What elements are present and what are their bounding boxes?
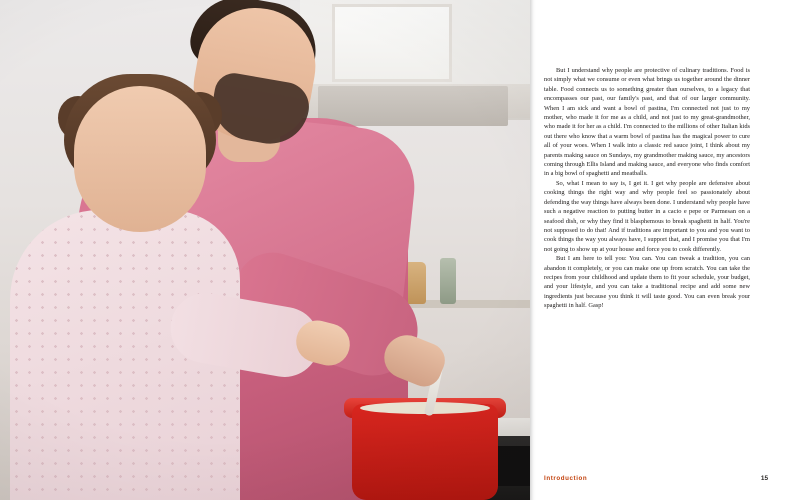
paragraph: So, what I mean to say is, I get it. I get why people are defensive about cooking things the right way and why people feel so passionately about defending the way things have always been done. I understand why people have such a negative reaction to putting butter in a cacio e pepe or Parmesan on a seafood dish, or why they find it blasphemous to break spaghetti in half. You're not supposed to do that! And if traditions are important to you and you want to cook things the way you always have, I support that, and I promise you that I'm not going to show up at your house and force you to cook differently. [544, 179, 750, 253]
paragraph: But I am here to tell you: You can. You can tweak a tradition, you can abandon it completely, or you can make one up from scratch. You can take the recipes from your childhood and update them to fit your schedule, your budget, and your lifestyle, and you can take a traditional recipe and add some new ingredients just because you think it will taste good. You can even break your spaghetti in half. Gasp! [544, 255, 750, 310]
running-head: Introduction [544, 475, 588, 482]
right-page-text [530, 0, 800, 500]
body-text [544, 66, 750, 311]
paragraph: But I understand why people are protective of culinary traditions. Food is not simply what we consume or even what brings us together around the dinner table. Food connects us to something greater than ourselves, to a legacy that encompasses our past, our family's past, and that of our larger community. When I am sick and want a bowl of pastina, I'm connected not just to my mother, who made it for me as a child, and not just to my great-grandmother, who made it for her as a child. I'm connected to the millions of other Italian kids out there who know that a warm bowl of pastina has the magical power to cure all of your woes. When I walk into a classic red sauce joint, I think about my parents making sauce on Sundays, my grandmother making sauce, my ancestors coming through Ellis Island and making sauce, and everyone who finds comfort in a big bowl of spaghetti and meatballs. [544, 67, 750, 178]
page-footer [544, 475, 768, 482]
page-number: 15 [760, 475, 768, 482]
